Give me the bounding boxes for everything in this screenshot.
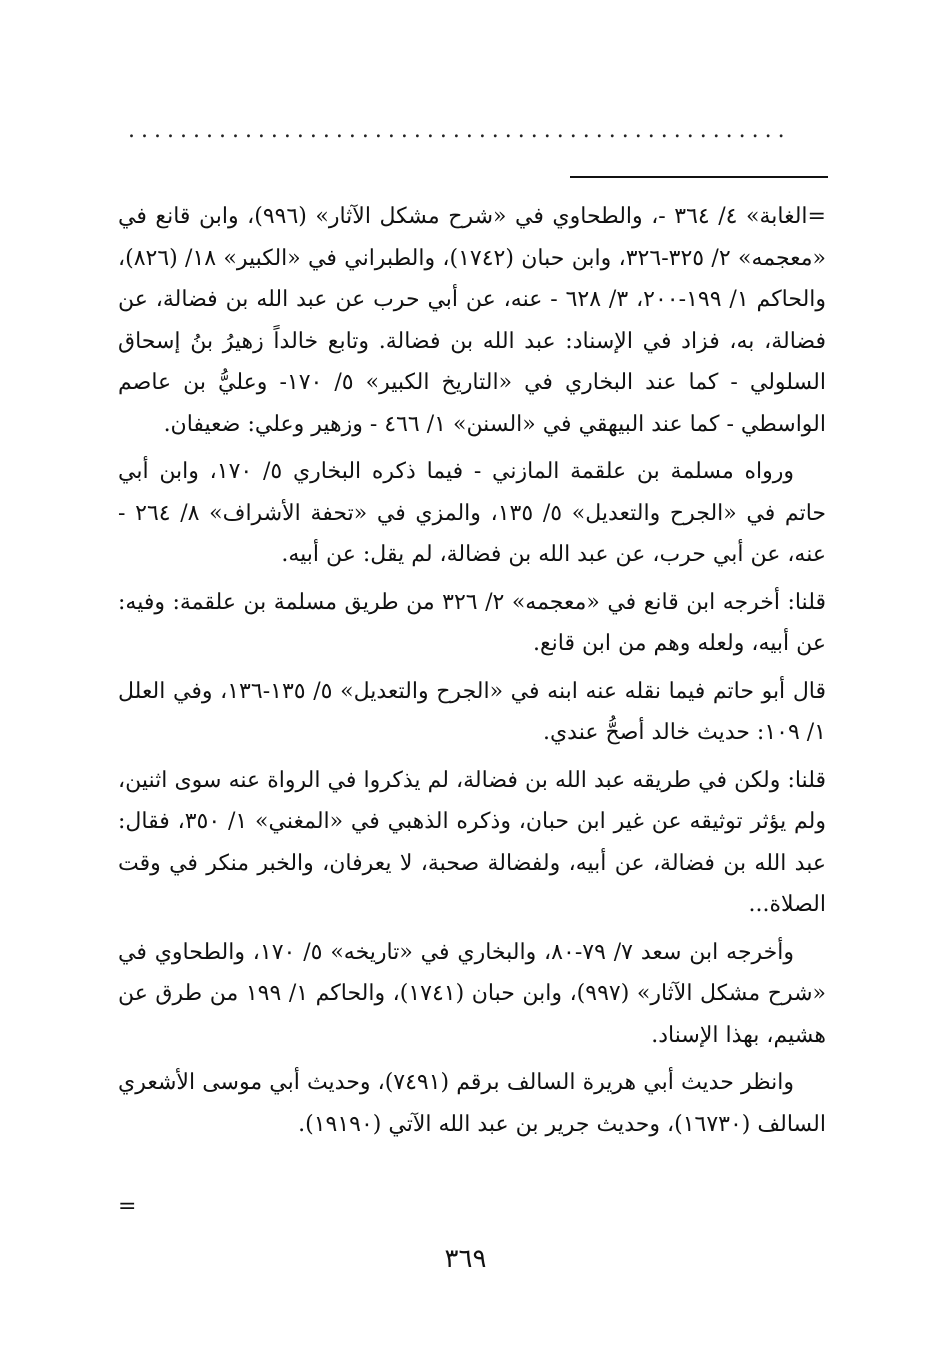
continuation-mark: =: [118, 1194, 137, 1219]
separator-dots: ...................................................: [128, 120, 791, 142]
paragraph-6: وأخرجه ابن سعد ٧/ ٧٩-٨٠، والبخاري في «تاريخه» ٥/ ١٧٠، والطحاوي في «شرح مشكل الآثار» (٩٩٧)، وابن حبان (١٧٤١)، والحاكم ١/ ١٩٩ من طرق عن هشيم، بهذا الإسناد.: [118, 939, 827, 1048]
paragraph-3: قلنا: أخرجه ابن قانع في «معجمه» ٢/ ٣٢٦ من طريق مسلمة بن علقمة: وفيه: عن أبيه، ولعله وهم من ابن قانع.: [118, 589, 826, 656]
paragraph-2: ورواه مسلمة بن علقمة المازني - فيما ذكره البخاري ٥/ ١٧٠، وابن أبي حاتم في «الجرح والتعديل» ٥/ ١٣٥، والمزي في «تحفة الأشراف» ٨/ ٢٦٤ - عنه، عن أبي حرب، عن عبد الله بن فضالة، لم يقل: عن أبيه.: [118, 459, 826, 567]
footnote-text: [118, 196, 826, 1151]
paragraph-7: وانظر حديث أبي هريرة السالف برقم (٧٤٩١)، وحديث أبي موسى الأشعري السالف (١٦٧٣٠)، وحديث جرير بن عبد الله الآتي (١٩١٩٠).: [118, 1070, 826, 1137]
footnote-rule: [570, 176, 828, 178]
page-number: ٣٦٩: [444, 1244, 487, 1274]
paragraph-5: قلنا: ولكن في طريقه عبد الله بن فضالة، لم يذكروا في الرواة عنه سوى اثنين، ولم يؤثر توثيقه عن غير ابن حبان، وذكره الذهبي في «المغني» ١/ ٣٥٠، فقال: عبد الله بن فضالة، عن أبيه، ولفضالة صحبة، لا يعرفان، والخبر منكر في وقت الصلاة...: [118, 767, 826, 917]
paragraph-1: =الغابة» ٤/ ٣٦٤ -، والطحاوي في «شرح مشكل الآثار» (٩٩٦)، وابن قانع في «معجمه» ٢/ ٣٢٥-٣٢٦، وابن حبان (١٧٤٢)، والطبراني في «الكبير» ١٨/ (٨٢٦)، والحاكم ١/ ١٩٩-٢٠٠، ٣/ ٦٢٨ - عنه، عن أبي حرب عن عبد الله بن فضالة، عن فضالة، به، فزاد في الإسناد: عبد الله بن فضالة. وتابع خالداً زهيرُ بنُ إسحاق السلولي - كما عند البخاري في «التاريخ الكبير» ٥/ ١٧٠- وعليُّ بن عاصم الواسطي - كما عند البيهقي في «السنن» ١/ ٤٦٦ - وزهير وعلي: ضعيفان.: [118, 204, 827, 437]
paragraph-4: قال أبو حاتم فيما نقله عنه ابنه في «الجرح والتعديل» ٥/ ١٣٥-١٣٦، وفي العلل ١/ ١٠٩: حديث خالد أصحُّ عندي.: [118, 678, 827, 745]
